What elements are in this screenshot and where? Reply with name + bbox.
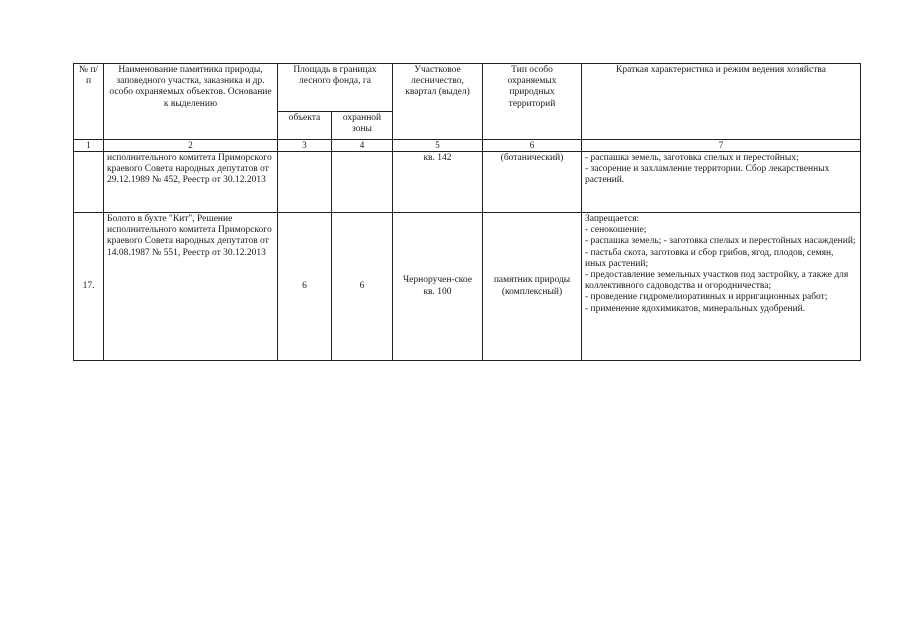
header-area-object: объекта xyxy=(278,112,332,140)
type-subtype: (комплексный) xyxy=(501,286,563,297)
row-name: Болото в бухте "Кит", Решение исполнительного комитета Приморского краевого Совета народных депутатов от 14.08.1987 № 551, Реестр от 30.12.2013 xyxy=(104,213,278,361)
row-description xyxy=(582,213,861,361)
column-number-row xyxy=(74,140,861,152)
column-number: 4 xyxy=(332,140,393,152)
row-num: 17. xyxy=(74,213,104,361)
description-line: - проведение гидромелиоративных и ирригационных работ; xyxy=(585,292,828,303)
row-forestry: кв. 142 xyxy=(393,152,483,213)
description-line: - применение ядохимикатов, минеральных удобрений. xyxy=(585,303,806,314)
row-name: исполнительного комитета Приморского краевого Совета народных депутатов от 29.12.1989 № 452, Реестр от 30.12.2013 xyxy=(104,152,278,213)
header-area: Площадь в границах лесного фонда, га xyxy=(278,64,393,112)
type-name: памятник природы xyxy=(493,275,571,286)
row-area-object xyxy=(278,152,332,213)
description-line: - распашка земель, заготовка спелых и перестойных; xyxy=(585,153,799,163)
row-area-zone xyxy=(332,152,393,213)
description-line: - засорение и захламление территории. Сбор лекарственных растений. xyxy=(585,164,830,186)
column-number: 3 xyxy=(278,140,332,152)
column-number: 2 xyxy=(104,140,278,152)
row-description xyxy=(582,152,861,213)
description-line: - распашка земель; - заготовка спелых и перестойных насаждений; xyxy=(585,236,856,247)
column-number: 6 xyxy=(483,140,582,152)
description-line: - сенокошение; xyxy=(585,225,647,236)
column-number: 1 xyxy=(74,140,104,152)
column-number: 5 xyxy=(393,140,483,152)
header-name: Наименование памятника природы, заповедного участка, заказника и др. особо охраняемых объектов. Основание к выделению xyxy=(104,64,278,140)
column-number: 7 xyxy=(582,140,861,152)
row-area-zone: 6 xyxy=(332,213,393,361)
forestry-name: Черноручен-ское xyxy=(402,275,473,286)
row-type xyxy=(483,213,582,361)
header-num: № п/п xyxy=(74,64,104,140)
header-type: Тип особо охраняемых природных территорий xyxy=(483,64,582,140)
row-area-object: 6 xyxy=(278,213,332,361)
header-forestry: Участковое лесничество, квартал (выдел) xyxy=(393,64,483,140)
row-num xyxy=(74,152,104,213)
description-line: Запрещается: xyxy=(585,214,640,224)
forestry-quarter: кв. 100 xyxy=(423,286,452,297)
row-type: (ботанический) xyxy=(483,152,582,213)
row-forestry xyxy=(393,213,483,361)
table-row xyxy=(74,213,861,361)
protected-areas-table xyxy=(73,63,861,361)
table-row xyxy=(74,152,861,213)
description-line: - предоставление земельных участков под застройку, а также для коллективного садоводства и огородничества; xyxy=(585,270,849,292)
description-line: - пастьба скота, заготовка и сбор грибов, ягод, плодов, семян, иных растений; xyxy=(585,247,834,269)
header-area-zone: охранной зоны xyxy=(332,112,393,140)
header-description: Краткая характеристика и режим ведения хозяйства xyxy=(582,64,861,140)
